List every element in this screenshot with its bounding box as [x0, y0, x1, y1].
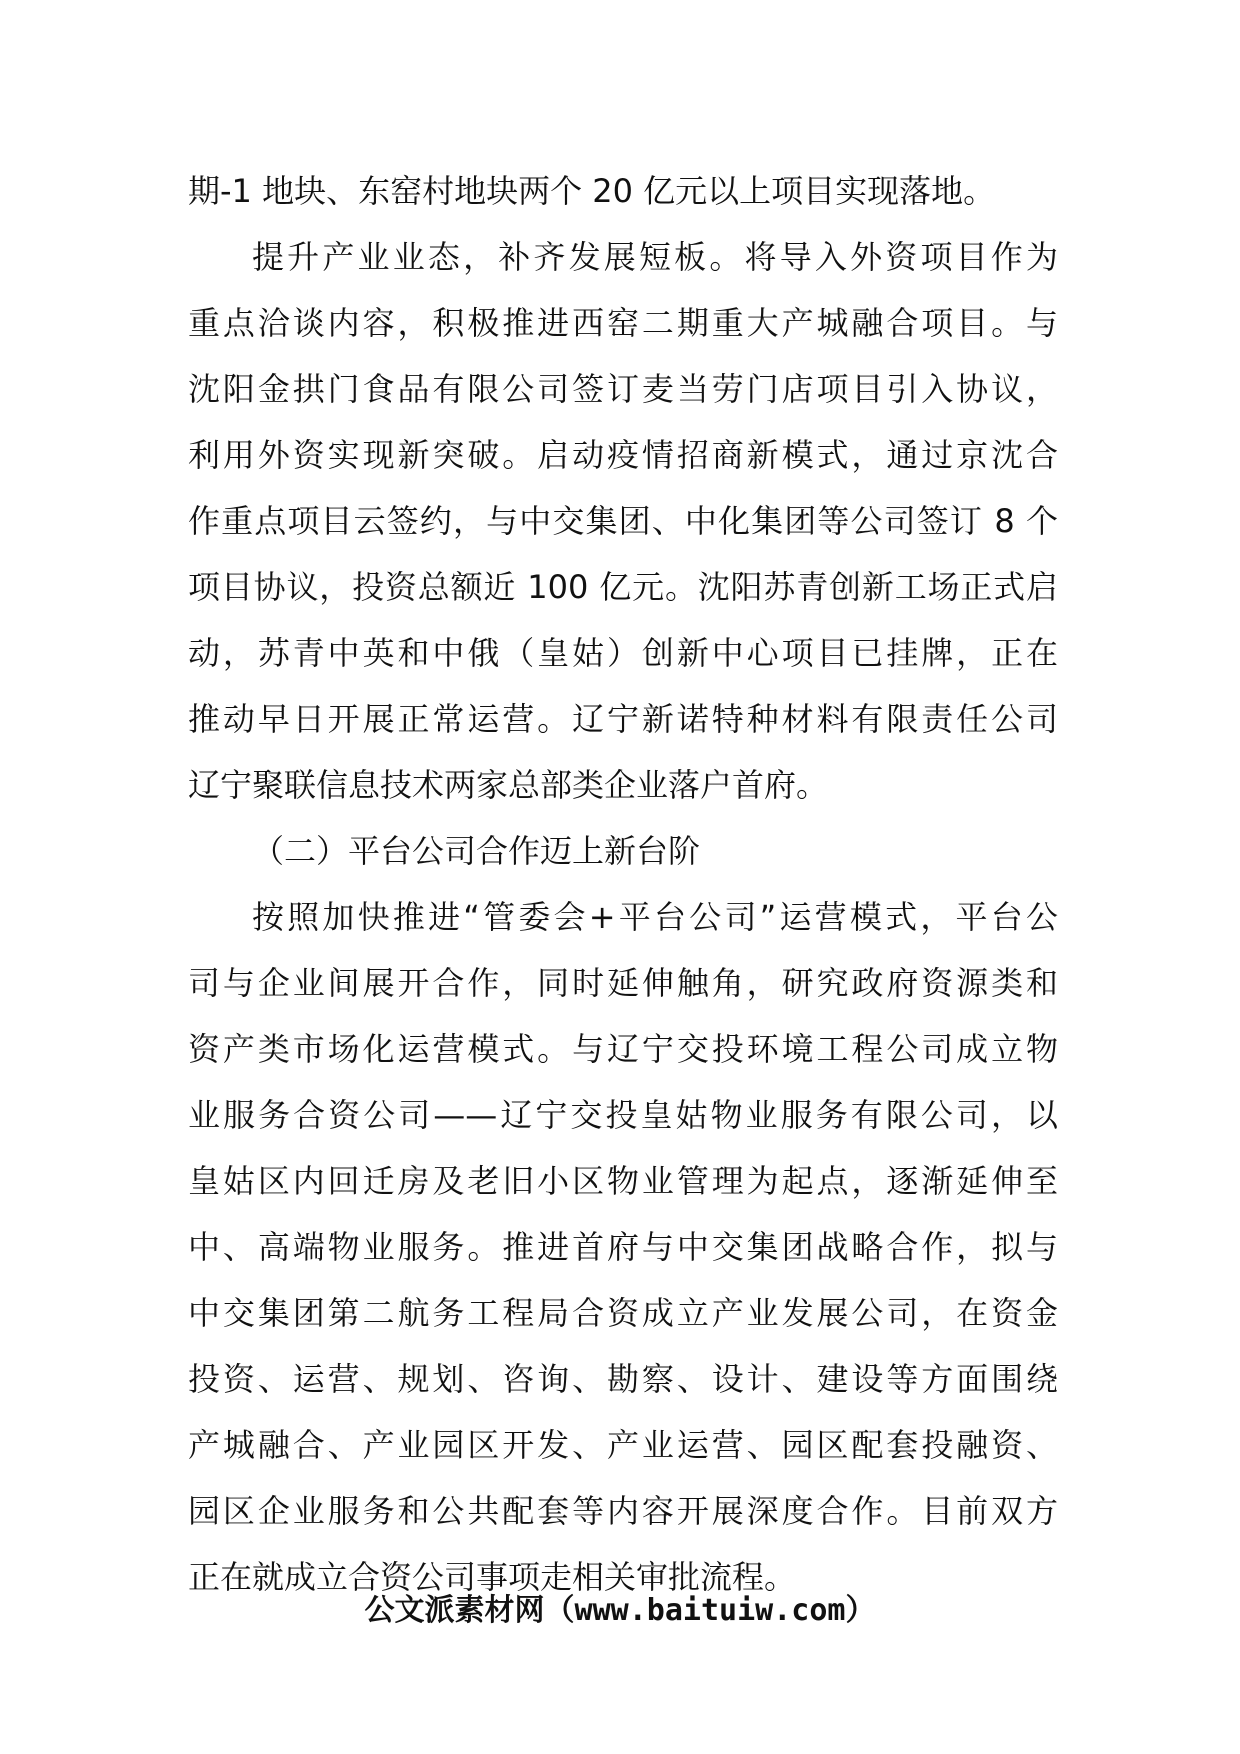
- section-heading: （二）平台公司合作迈上新台阶: [252, 832, 701, 870]
- text-line: 项目协议，投资总额近 100 亿元。沈阳苏青创新工场正式启: [188, 568, 1058, 606]
- text-line: 沈阳金拱门食品有限公司签订麦当劳门店项目引入协议，: [188, 370, 1058, 408]
- text-line: 动，苏青中英和中俄（皇姑）创新中心项目已挂牌，正在: [188, 634, 1058, 672]
- text-line: 辽宁聚联信息技术两家总部类企业落户首府。: [188, 766, 829, 804]
- text-line: 园区企业服务和公共配套等内容开展深度合作。目前双方: [188, 1492, 1058, 1530]
- text-line: 重点洽谈内容，积极推进西窑二期重大产城融合项目。与: [188, 304, 1058, 342]
- text-line: 推动早日开展正常运营。辽宁新诺特种材料有限责任公司: [188, 700, 1058, 738]
- text-line: 投资、运营、规划、咨询、勘察、设计、建设等方面围绕: [188, 1360, 1058, 1398]
- page-footer: [0, 1586, 1240, 1636]
- text-line: 皇姑区内回迁房及老旧小区物业管理为起点，逐渐延伸至: [188, 1162, 1058, 1200]
- text-line: 作重点项目云签约，与中交集团、中化集团等公司签订 8 个: [188, 502, 1058, 540]
- footer-url[interactable]: （www.baituiw.com）: [544, 1593, 876, 1628]
- text-line: 业服务合资公司——辽宁交投皇姑物业服务有限公司，以: [188, 1096, 1058, 1134]
- text-line: 司与企业间展开合作，同时延伸触角，研究政府资源类和: [188, 964, 1058, 1002]
- text-line: 正在就成立合资公司事项走相关审批流程。: [188, 1558, 797, 1596]
- text-line: 产城融合、产业园区开发、产业运营、园区配套投融资、: [188, 1426, 1058, 1464]
- paragraph-start-line: 提升产业业态，补齐发展短板。将导入外资项目作为: [252, 238, 1058, 276]
- footer-site-name: 公文派素材网: [364, 1593, 545, 1628]
- document-body: [188, 158, 1058, 1610]
- text-line: 期-1 地块、东窑村地块两个 20 亿元以上项目实现落地。: [188, 172, 996, 210]
- text-line: 利用外资实现新突破。启动疫情招商新模式，通过京沈合: [188, 436, 1058, 474]
- text-line: 中、高端物业服务。推进首府与中交集团战略合作，拟与: [188, 1228, 1058, 1266]
- text-line: 中交集团第二航务工程局合资成立产业发展公司，在资金: [188, 1294, 1058, 1332]
- text-line: 资产类市场化运营模式。与辽宁交投环境工程公司成立物: [188, 1030, 1058, 1068]
- paragraph-start-line: 按照加快推进“管委会+平台公司”运营模式，平台公: [252, 898, 1058, 936]
